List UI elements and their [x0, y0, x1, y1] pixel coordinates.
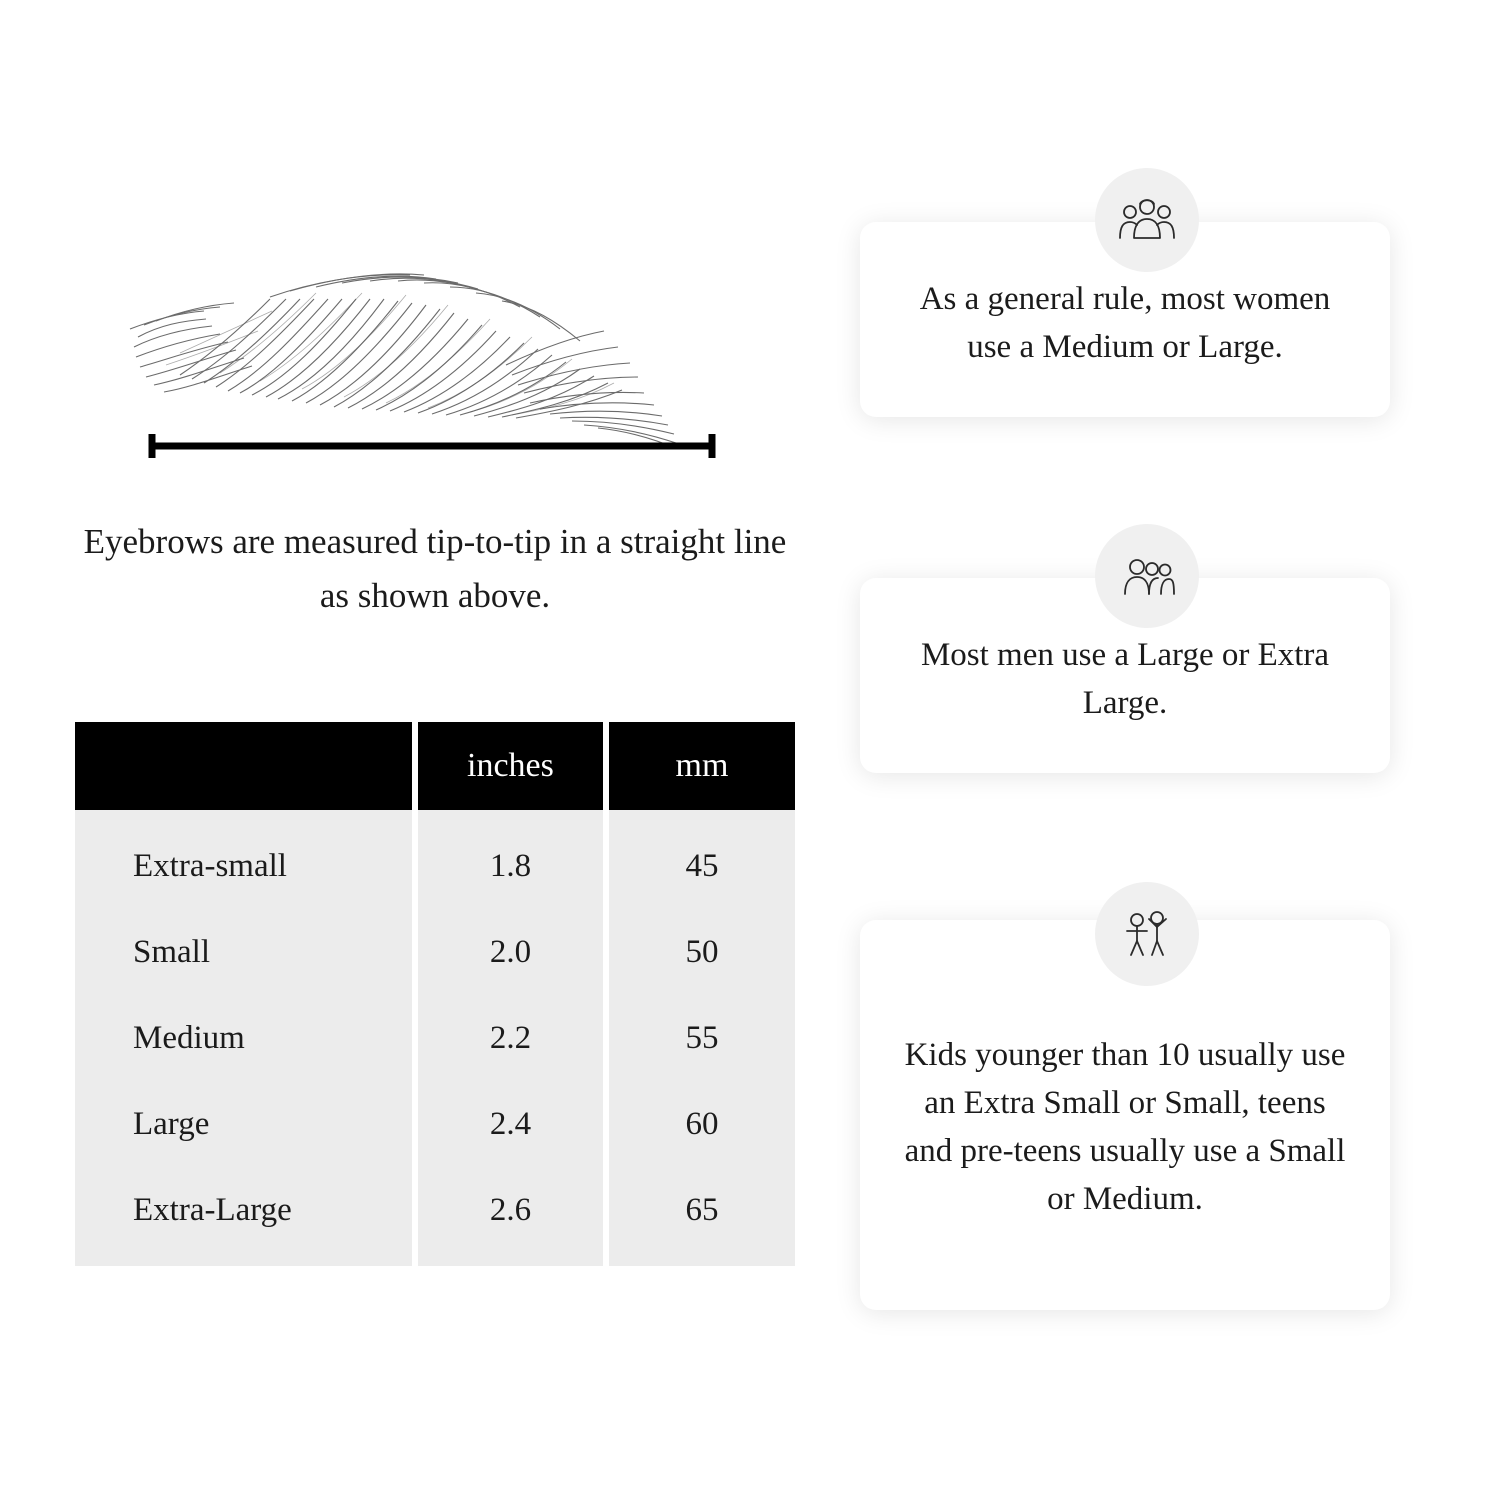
table-row	[75, 1081, 795, 1167]
measurement-caption: Eyebrows are measured tip-to-tip in a straight line as shown above.	[83, 522, 787, 616]
men-group-icon	[1095, 524, 1199, 628]
row-mm-value: 50	[609, 909, 795, 995]
note-text: Most men use a Large or Extra Large.	[920, 637, 1330, 721]
table-header-row	[75, 722, 795, 810]
left-column	[75, 0, 795, 1500]
row-inches-value: 2.4	[418, 1081, 609, 1167]
table-header-mm: mm	[609, 722, 795, 810]
row-inches-value: 2.6	[418, 1167, 609, 1266]
table-row	[75, 909, 795, 995]
row-size-label: Medium	[75, 995, 418, 1081]
measurement-line	[147, 432, 717, 460]
table-row	[75, 995, 795, 1081]
size-table	[75, 722, 795, 1266]
note-text: Kids younger than 10 usually use an Extra Small or Small, teens and pre-teens usually use a Small or Medium.	[904, 1037, 1346, 1217]
table-header-size	[75, 722, 418, 810]
row-mm-value: 65	[609, 1167, 795, 1266]
women-group-icon	[1095, 168, 1199, 272]
kids-icon	[1095, 882, 1199, 986]
row-inches-value: 2.0	[418, 909, 609, 995]
row-mm-value: 45	[609, 810, 795, 909]
table-row	[75, 810, 795, 909]
row-size-label: Large	[75, 1081, 418, 1167]
row-mm-value: 60	[609, 1081, 795, 1167]
row-size-label: Extra-Large	[75, 1167, 418, 1266]
row-size-label: Extra-small	[75, 810, 418, 909]
measurement-line-svg	[147, 432, 717, 460]
table-row	[75, 1167, 795, 1266]
row-size-label: Small	[75, 909, 418, 995]
eyebrow-hairs-svg	[120, 225, 740, 455]
row-inches-value: 1.8	[418, 810, 609, 909]
notes-column	[860, 0, 1440, 1500]
row-inches-value: 2.2	[418, 995, 609, 1081]
row-mm-value: 55	[609, 995, 795, 1081]
note-text: As a general rule, most women use a Medium or Large.	[919, 281, 1331, 365]
table-header-inches: inches	[418, 722, 609, 810]
